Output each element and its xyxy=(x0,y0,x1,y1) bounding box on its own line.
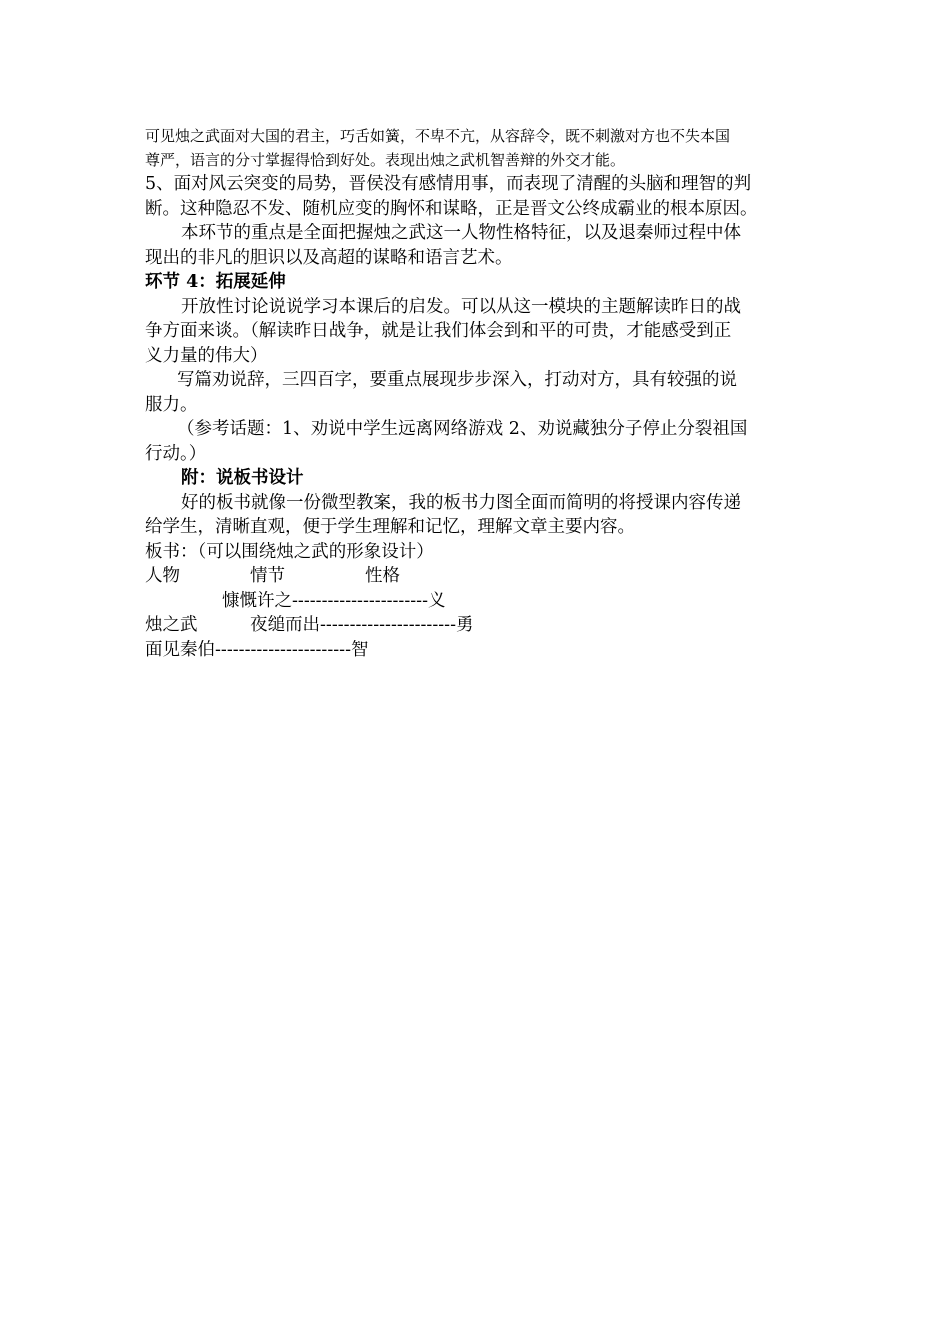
para-3-line-2: 现出的非凡的胆识以及高超的谋略和语言艺术。 xyxy=(145,247,513,268)
para-2-line-1: 5、面对风云突变的局势，晋侯没有感情用事，而表现了清醒的头脑和理智的判 xyxy=(145,174,752,194)
para-4-line-2: 争方面来谈。（解读昨日战争，就是让我们体会到和平的可贵，才能感受到正 xyxy=(145,321,732,341)
board-col-plot: 情节 xyxy=(250,566,285,586)
board-row-2: 夜缒而出-----------------------勇 xyxy=(250,615,474,635)
board-col-trait: 性格 xyxy=(365,566,400,586)
para-1-line-1: 可见烛之武面对大国的君主，巧舌如簧，不卑不亢，从容辞令，既不刺激对方也不失本国 xyxy=(145,127,731,145)
board-person-name: 烛之武 xyxy=(145,615,198,635)
board-col-person: 人物 xyxy=(145,566,180,586)
para-7-line-2: 给学生，清晰直观，便于学生理解和记忆，理解文章主要内容。 xyxy=(145,517,635,537)
section-heading-4: 环节 4：拓展延伸 xyxy=(145,272,286,292)
blackboard-design xyxy=(145,564,805,664)
para-6-line-1: （参考话题：1、劝说中学生远离网络游戏 2、劝说藏独分子停止分裂祖国 xyxy=(177,419,748,439)
board-row-3: 面见秦伯-----------------------智 xyxy=(145,639,369,660)
para-6-line-2: 行动。） xyxy=(145,443,207,464)
board-intro: 板书：（可以围绕烛之武的形象设计） xyxy=(145,541,434,562)
para-4-line-1: 开放性讨论说说学习本课后的启发。可以从这一模块的主题解读昨日的战 xyxy=(181,296,741,317)
para-4-line-3: 义力量的伟大） xyxy=(145,345,268,366)
para-7-line-1: 好的板书就像一份微型教案，我的板书力图全面而简明的将授课内容传递 xyxy=(181,492,741,513)
para-3-line-1: 本环节的重点是全面把握烛之武这一人物性格特征，以及退秦师过程中体 xyxy=(181,223,741,243)
para-5-line-1: 写篇劝说辞，三四百字，要重点展现步步深入，打动对方，具有较强的说 xyxy=(177,370,737,390)
board-heading: 附：说板书设计 xyxy=(181,468,304,488)
para-1-line-2: 尊严，语言的分寸掌握得恰到好处。表现出烛之武机智善辩的外交才能。 xyxy=(145,151,626,169)
para-5-line-2: 服力。 xyxy=(145,394,198,415)
para-2-line-2: 断。这种隐忍不发、随机应变的胸怀和谋略，正是晋文公终成霸业的根本原因。 xyxy=(145,198,758,219)
board-row-1: 慷慨许之-----------------------义 xyxy=(222,590,446,611)
document-page xyxy=(145,124,805,664)
